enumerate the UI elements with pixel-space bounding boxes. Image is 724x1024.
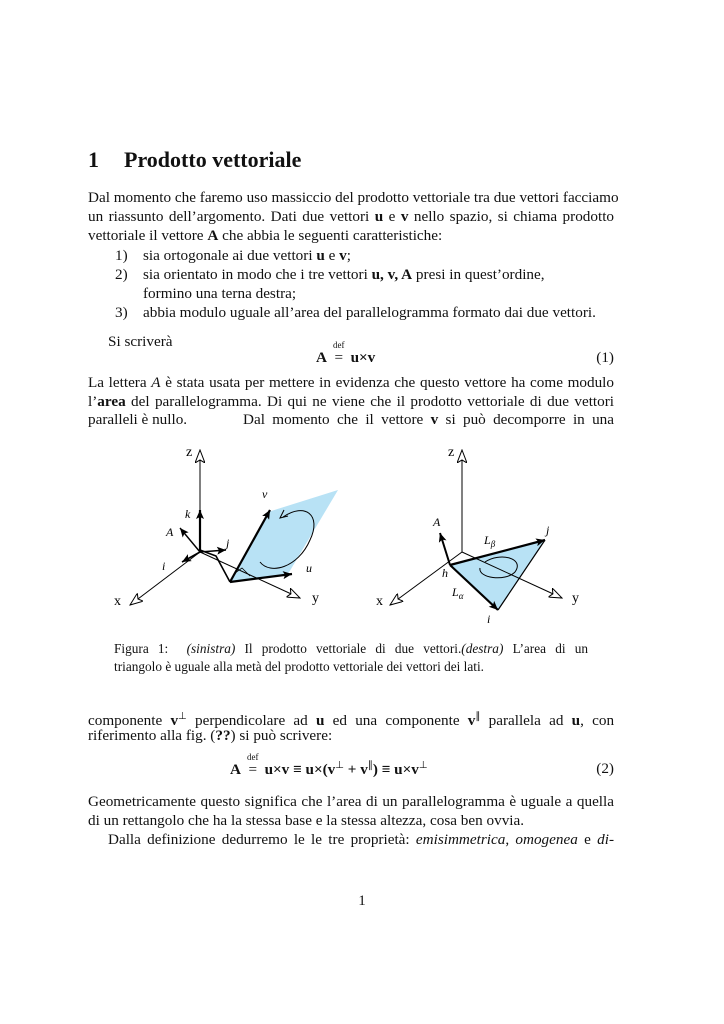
def-label: def <box>333 340 345 350</box>
figure-caption-line-1 <box>114 640 588 658</box>
eq-lhs: A <box>230 761 241 778</box>
text: presi in quest’ordine, <box>415 266 545 283</box>
text: Dalla definizione dedurremo le le tre proprietà: <box>108 831 410 848</box>
para4-line-3 <box>108 830 614 849</box>
intro-line-2 <box>88 207 614 226</box>
vector-A-right <box>440 533 450 565</box>
text: l’ <box>88 393 98 410</box>
eq-rhs: u×v <box>350 349 376 366</box>
label-L-alpha <box>451 585 464 601</box>
text: L’area di un <box>512 641 588 656</box>
vec-v: v <box>467 712 476 729</box>
label-alpha-sub: α <box>458 591 464 601</box>
label-j-right: j <box>546 523 550 537</box>
vec-u: u <box>571 712 581 729</box>
para2-line-3-right <box>243 410 614 429</box>
eq-rhs: ) ≡ u×v <box>372 761 419 778</box>
eq-sign: = <box>248 761 258 778</box>
text: nello spazio, si chiama prodotto <box>413 208 615 225</box>
label-h: h <box>442 566 448 580</box>
fig-ref: ?? <box>215 727 231 744</box>
text: si può decomporre in una <box>445 411 615 428</box>
label-L: L <box>484 533 491 547</box>
list-number: 1) <box>115 247 128 264</box>
text: che abbia le seguenti caratteristiche: <box>222 227 443 244</box>
para2-line-3 <box>88 410 614 429</box>
list-number: 2) <box>115 266 128 283</box>
vec-u: u <box>315 712 325 729</box>
label-y-left: y <box>312 591 319 606</box>
label-y-right: y <box>572 591 579 606</box>
text: e <box>584 831 591 848</box>
vec-list: u, v, A <box>371 266 413 283</box>
vec-v: v <box>430 411 439 428</box>
equation-1 <box>316 340 376 367</box>
base-vector-segment <box>200 550 230 582</box>
text: componente <box>88 712 163 729</box>
section-title-text: Prodotto vettoriale <box>124 147 302 172</box>
text: ) si può scrivere: <box>230 727 333 744</box>
eq-rhs: + v <box>343 761 368 778</box>
text: e <box>328 247 336 264</box>
eq-rhs: u×v ≡ u×(v <box>264 761 336 778</box>
section-title <box>88 147 301 173</box>
vec-u: u <box>316 247 325 264</box>
text: parallela ad <box>488 712 564 729</box>
text: un riassunto dell’argomento. Dati due vettori <box>88 208 370 225</box>
figure-caption-line-2: triangolo è uguale alla metà del prodotto vettoriale dei vettori dei lati. <box>114 659 484 674</box>
perp-symbol: ⊥ <box>418 760 428 771</box>
equation-1-number: (1) <box>596 349 614 366</box>
label-A-right: A <box>433 515 441 529</box>
eq-lhs: A <box>316 349 327 366</box>
text: e <box>388 208 396 225</box>
text: Il prodotto vettoriale di due vettori. <box>244 641 462 656</box>
text: sia orientato in modo che i tre vettori <box>143 266 368 283</box>
label-u: u <box>306 561 312 575</box>
text: , con <box>580 712 615 729</box>
label-i-left: i <box>162 559 166 573</box>
text: , <box>505 831 510 848</box>
def-operator <box>245 752 261 779</box>
para2-line-2 <box>88 392 614 411</box>
label-x-right: x <box>376 594 383 609</box>
para3-line-2 <box>88 726 332 745</box>
label-j-left: j <box>226 536 230 550</box>
label-v: v <box>262 487 268 501</box>
list-item-2-cont: formino una terna destra; <box>143 285 297 302</box>
equation-2 <box>230 752 428 779</box>
left-diagram <box>114 445 338 609</box>
list-item-1 <box>115 246 351 265</box>
text: paralleli è nullo. <box>88 411 188 428</box>
parallel-symbol: ∥ <box>475 711 481 722</box>
label-beta-sub: β <box>490 539 496 549</box>
caption-label: Figura 1: <box>114 641 169 656</box>
perp-symbol: ⊥ <box>335 760 344 771</box>
text: del parallelogramma. Di qui ne viene che il prodotto vettoriale di due vettori <box>131 393 614 410</box>
perp-symbol: ⊥ <box>178 711 187 722</box>
list-number: 3) <box>115 304 128 321</box>
text: ed una componente <box>332 712 460 729</box>
vector-i-left <box>182 552 200 562</box>
italic-term: omogenea <box>515 831 578 848</box>
italic-term: di- <box>597 831 615 848</box>
vec-v: v <box>339 247 347 264</box>
text: Dal momento che il vettore <box>243 411 424 428</box>
text: vettoriale il vettore <box>88 227 204 244</box>
label-L-beta <box>483 533 496 549</box>
text: ; <box>346 247 351 264</box>
text: perpendicolare ad <box>194 712 308 729</box>
list-item-3 <box>115 303 596 322</box>
text: La lettera <box>88 374 147 391</box>
text: è stata usata per mettere in evidenza che questo vettore ha come modulo <box>165 374 614 391</box>
triangle-fill <box>450 540 545 610</box>
caption-sinistra: (sinistra) <box>186 641 236 656</box>
var-A: A <box>151 374 161 391</box>
equation-2-number: (2) <box>596 760 614 777</box>
parallelogram-fill <box>230 490 338 582</box>
italic-term: emisimmetrica <box>415 831 506 848</box>
text: abbia modulo uguale all’area del parallelogramma formato dai due vettori. <box>143 304 596 321</box>
list-item-2 <box>115 265 545 284</box>
label-A-left: A <box>166 525 174 539</box>
para4-line-2: di un rettangolo che ha la stessa base e la stessa altezza, cosa ben ovvia. <box>88 812 525 829</box>
vector-A-left <box>180 528 200 552</box>
parallel-symbol: ∥ <box>367 760 373 771</box>
def-operator <box>331 340 347 367</box>
text: sia ortogonale ai due vettori <box>143 247 313 264</box>
section-number: 1 <box>88 147 99 172</box>
text: riferimento alla fig. ( <box>88 727 216 744</box>
caption-destra: (destra) <box>461 641 504 656</box>
label-x-left: x <box>114 594 121 609</box>
bold-area: area <box>97 393 126 410</box>
vec-u: u <box>374 208 384 225</box>
para4-line-1: Geometricamente questo significa che l’area di un parallelogramma è uguale a quella <box>88 793 614 810</box>
vec-A: A <box>207 227 219 244</box>
intro-line-1: Dal momento che faremo uso massiccio del prodotto vettoriale tra due vettori facciamo <box>88 189 619 206</box>
label-z-left: z <box>186 445 193 460</box>
label-z-right: z <box>448 445 455 460</box>
def-label: def <box>247 752 259 762</box>
si-scrivera: Si scriverà <box>108 333 173 350</box>
label-k: k <box>185 507 191 521</box>
label-L: L <box>452 585 459 599</box>
figure-1 <box>100 440 620 630</box>
para2-line-1 <box>88 373 614 392</box>
vec-v: v <box>400 208 409 225</box>
eq-sign: = <box>334 349 344 366</box>
page-number: 1 <box>358 893 366 909</box>
vec-v: v <box>170 712 179 729</box>
intro-line-3 <box>88 226 442 245</box>
right-diagram <box>376 445 579 626</box>
label-i-right: i <box>487 612 491 626</box>
